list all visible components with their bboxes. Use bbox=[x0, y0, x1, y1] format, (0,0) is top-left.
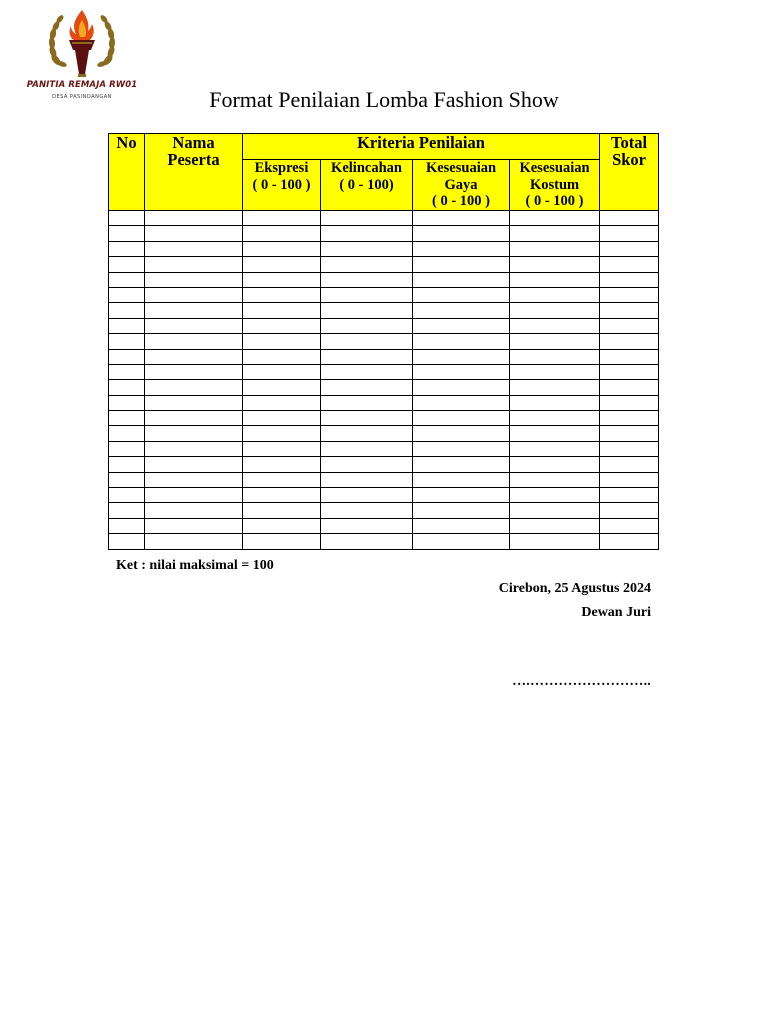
table-cell bbox=[413, 503, 510, 518]
table-cell bbox=[321, 241, 413, 256]
table-cell bbox=[600, 411, 659, 426]
table-cell bbox=[243, 395, 321, 410]
table-cell bbox=[510, 441, 600, 456]
table-cell bbox=[413, 457, 510, 472]
table-cell bbox=[243, 303, 321, 318]
table-cell bbox=[600, 518, 659, 533]
table-row bbox=[109, 441, 659, 456]
table-cell bbox=[413, 364, 510, 379]
table-cell bbox=[145, 426, 243, 441]
table-row bbox=[109, 211, 659, 226]
table-cell bbox=[413, 426, 510, 441]
header-nama-line1: Nama bbox=[172, 133, 215, 152]
table-cell bbox=[243, 380, 321, 395]
score-note: Ket : nilai maksimal = 100 bbox=[116, 558, 274, 573]
table-cell bbox=[321, 211, 413, 226]
table-row bbox=[109, 488, 659, 503]
table-cell bbox=[243, 472, 321, 487]
table-cell bbox=[145, 534, 243, 549]
table-cell bbox=[109, 395, 145, 410]
jury-label: Dewan Juri bbox=[581, 605, 651, 620]
table-cell bbox=[243, 318, 321, 333]
table-row bbox=[109, 272, 659, 287]
table-cell bbox=[145, 488, 243, 503]
table-row bbox=[109, 380, 659, 395]
table-cell bbox=[510, 257, 600, 272]
table-cell bbox=[243, 257, 321, 272]
table-cell bbox=[145, 518, 243, 533]
table-cell bbox=[413, 272, 510, 287]
table-cell bbox=[510, 411, 600, 426]
table-cell bbox=[321, 287, 413, 302]
table-cell bbox=[600, 380, 659, 395]
table-cell bbox=[145, 441, 243, 456]
table-cell bbox=[321, 488, 413, 503]
table-cell bbox=[510, 518, 600, 533]
table-row bbox=[109, 303, 659, 318]
table-cell bbox=[413, 303, 510, 318]
table-cell bbox=[145, 318, 243, 333]
table-cell bbox=[109, 364, 145, 379]
table-cell bbox=[510, 534, 600, 549]
table-cell bbox=[413, 257, 510, 272]
organizer-village: DESA PASINDANGAN bbox=[52, 94, 112, 100]
table-cell bbox=[109, 488, 145, 503]
place-and-date: Cirebon, 25 Agustus 2024 bbox=[498, 581, 651, 596]
torch-laurel-emblem bbox=[22, 6, 142, 82]
table-cell bbox=[243, 287, 321, 302]
header-no bbox=[109, 134, 145, 211]
table-cell bbox=[145, 287, 243, 302]
table-cell bbox=[243, 488, 321, 503]
table-cell bbox=[510, 211, 600, 226]
table-cell bbox=[510, 349, 600, 364]
table-cell bbox=[145, 257, 243, 272]
table-cell bbox=[109, 334, 145, 349]
table-cell bbox=[145, 303, 243, 318]
criterion-line1: Kesesuaian bbox=[519, 160, 590, 176]
table-cell bbox=[109, 534, 145, 549]
table-cell bbox=[145, 334, 243, 349]
table-cell bbox=[109, 318, 145, 333]
table-cell bbox=[413, 518, 510, 533]
table-cell bbox=[510, 272, 600, 287]
header-participant-name bbox=[145, 134, 243, 211]
header-total-score bbox=[600, 134, 659, 211]
scoring-table-body bbox=[109, 211, 659, 550]
table-cell bbox=[600, 534, 659, 549]
table-cell bbox=[109, 211, 145, 226]
table-cell bbox=[600, 426, 659, 441]
table-cell bbox=[243, 241, 321, 256]
table-cell bbox=[145, 380, 243, 395]
table-cell bbox=[413, 395, 510, 410]
table-row bbox=[109, 226, 659, 241]
table-cell bbox=[109, 441, 145, 456]
table-row bbox=[109, 364, 659, 379]
table-cell bbox=[413, 488, 510, 503]
signature-line: ….…………………….. bbox=[512, 674, 651, 689]
table-cell bbox=[109, 349, 145, 364]
table-cell bbox=[243, 518, 321, 533]
table-cell bbox=[600, 226, 659, 241]
header-nama-line2: Peserta bbox=[167, 150, 220, 169]
table-cell bbox=[413, 318, 510, 333]
table-cell bbox=[145, 241, 243, 256]
table-cell bbox=[145, 472, 243, 487]
table-cell bbox=[600, 364, 659, 379]
table-cell bbox=[145, 395, 243, 410]
table-cell bbox=[413, 380, 510, 395]
table-cell bbox=[321, 411, 413, 426]
table-row bbox=[109, 334, 659, 349]
table-cell bbox=[145, 457, 243, 472]
table-cell bbox=[510, 472, 600, 487]
table-cell bbox=[600, 488, 659, 503]
table-cell bbox=[600, 441, 659, 456]
header-criterion-agility bbox=[321, 160, 413, 211]
table-cell bbox=[321, 334, 413, 349]
table-cell bbox=[321, 426, 413, 441]
table-cell bbox=[243, 272, 321, 287]
table-cell bbox=[510, 488, 600, 503]
table-cell bbox=[413, 334, 510, 349]
table-row bbox=[109, 472, 659, 487]
table-cell bbox=[510, 457, 600, 472]
table-cell bbox=[510, 287, 600, 302]
table-cell bbox=[600, 257, 659, 272]
table-cell bbox=[600, 272, 659, 287]
table-cell bbox=[145, 503, 243, 518]
table-row bbox=[109, 287, 659, 302]
criterion-range: ( 0 - 100 ) bbox=[432, 193, 490, 209]
table-cell bbox=[600, 334, 659, 349]
header-total-line2: Skor bbox=[612, 150, 647, 169]
table-cell bbox=[243, 426, 321, 441]
criterion-range: ( 0 - 100 ) bbox=[252, 176, 311, 193]
table-cell bbox=[510, 426, 600, 441]
table-cell bbox=[510, 380, 600, 395]
criterion-line1: Kesesuaian bbox=[425, 160, 497, 176]
table-cell bbox=[510, 364, 600, 379]
table-cell bbox=[243, 364, 321, 379]
table-cell bbox=[510, 503, 600, 518]
table-row bbox=[109, 411, 659, 426]
table-cell bbox=[413, 211, 510, 226]
table-cell bbox=[243, 226, 321, 241]
table-cell bbox=[109, 226, 145, 241]
table-cell bbox=[243, 334, 321, 349]
table-row bbox=[109, 257, 659, 272]
table-cell bbox=[243, 503, 321, 518]
table-cell bbox=[109, 241, 145, 256]
header-criterion-expression bbox=[243, 160, 321, 211]
table-cell bbox=[109, 272, 145, 287]
table-cell bbox=[510, 303, 600, 318]
table-cell bbox=[413, 534, 510, 549]
header-criterion-style-fit bbox=[413, 160, 510, 211]
table-cell bbox=[600, 303, 659, 318]
table-row bbox=[109, 395, 659, 410]
table-row bbox=[109, 349, 659, 364]
table-cell bbox=[321, 318, 413, 333]
table-cell bbox=[413, 349, 510, 364]
table-cell bbox=[600, 211, 659, 226]
table-cell bbox=[321, 349, 413, 364]
table-row bbox=[109, 503, 659, 518]
table-cell bbox=[321, 395, 413, 410]
table-cell bbox=[600, 395, 659, 410]
table-cell bbox=[600, 503, 659, 518]
table-cell bbox=[510, 241, 600, 256]
table-cell bbox=[109, 411, 145, 426]
document-title: Format Penilaian Lomba Fashion Show bbox=[209, 87, 559, 112]
table-cell bbox=[243, 349, 321, 364]
table-cell bbox=[413, 241, 510, 256]
criterion-line1: Kelincahan bbox=[331, 160, 402, 176]
table-cell bbox=[243, 441, 321, 456]
table-cell bbox=[321, 380, 413, 395]
table-row bbox=[109, 426, 659, 441]
table-cell bbox=[600, 287, 659, 302]
table-cell bbox=[321, 257, 413, 272]
table-cell bbox=[243, 457, 321, 472]
table-cell bbox=[145, 349, 243, 364]
table-cell bbox=[145, 226, 243, 241]
table-row bbox=[109, 457, 659, 472]
table-cell bbox=[321, 441, 413, 456]
table-cell bbox=[109, 426, 145, 441]
table-cell bbox=[600, 349, 659, 364]
table-cell bbox=[413, 287, 510, 302]
table-cell bbox=[600, 241, 659, 256]
table-row bbox=[109, 518, 659, 533]
criterion-range: ( 0 - 100) bbox=[339, 176, 394, 193]
table-cell bbox=[321, 457, 413, 472]
organizer-name: PANITIA REMAJA RW01 bbox=[26, 80, 138, 90]
table-cell bbox=[109, 472, 145, 487]
criterion-range: ( 0 - 100 ) bbox=[525, 193, 584, 209]
table-cell bbox=[243, 411, 321, 426]
table-cell bbox=[321, 303, 413, 318]
header-total-line1: Total bbox=[611, 133, 648, 152]
header-criteria-label: Kriteria Penilaian bbox=[357, 133, 485, 152]
header-criterion-costume-fit bbox=[510, 160, 600, 211]
table-cell bbox=[413, 441, 510, 456]
table-cell bbox=[109, 303, 145, 318]
criterion-line2: Kostum bbox=[529, 176, 580, 193]
header-criteria-group bbox=[243, 134, 600, 160]
table-cell bbox=[413, 472, 510, 487]
table-cell bbox=[600, 457, 659, 472]
table-cell bbox=[600, 318, 659, 333]
table-cell bbox=[109, 518, 145, 533]
table-cell bbox=[413, 411, 510, 426]
table-cell bbox=[510, 318, 600, 333]
table-cell bbox=[145, 411, 243, 426]
table-cell bbox=[243, 534, 321, 549]
table-cell bbox=[510, 395, 600, 410]
table-cell bbox=[510, 334, 600, 349]
table-cell bbox=[145, 272, 243, 287]
table-cell bbox=[109, 380, 145, 395]
table-cell bbox=[321, 472, 413, 487]
table-cell bbox=[321, 364, 413, 379]
table-cell bbox=[321, 534, 413, 549]
table-cell bbox=[243, 211, 321, 226]
criterion-line1: Ekspresi bbox=[254, 160, 309, 176]
table-row bbox=[109, 318, 659, 333]
table-cell bbox=[321, 503, 413, 518]
table-cell bbox=[145, 211, 243, 226]
scoring-table bbox=[108, 133, 659, 550]
table-cell bbox=[510, 226, 600, 241]
table-cell bbox=[109, 457, 145, 472]
table-cell bbox=[145, 364, 243, 379]
table-cell bbox=[109, 257, 145, 272]
header-no-label: No bbox=[116, 133, 137, 152]
criterion-line2: Gaya bbox=[444, 176, 478, 193]
table-cell bbox=[109, 287, 145, 302]
table-cell bbox=[109, 503, 145, 518]
table-cell bbox=[413, 226, 510, 241]
table-cell bbox=[321, 272, 413, 287]
table-row bbox=[109, 534, 659, 549]
table-cell bbox=[321, 226, 413, 241]
table-cell bbox=[600, 472, 659, 487]
table-cell bbox=[321, 518, 413, 533]
table-row bbox=[109, 241, 659, 256]
